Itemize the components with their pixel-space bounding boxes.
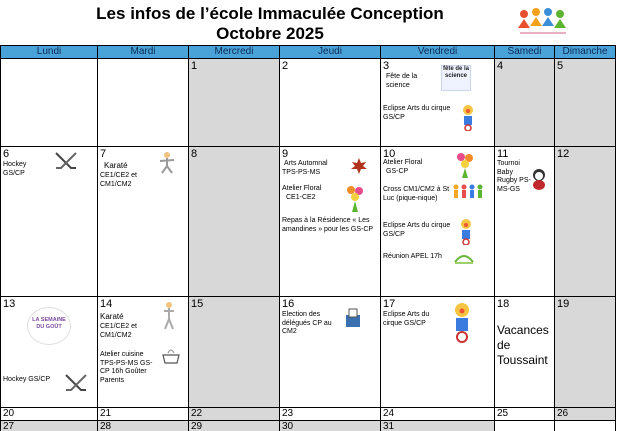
karate-icon <box>158 151 176 175</box>
day-number: 8 <box>191 148 198 160</box>
day-number: 9 <box>282 148 289 160</box>
day-cell-8 <box>189 147 280 297</box>
day-cell-30: 30 <box>280 421 381 431</box>
event-subtext: CE1-CE2 <box>286 194 316 201</box>
day-cell-16 <box>280 297 381 408</box>
title-line-2: Octobre 2025 <box>216 24 324 43</box>
event-text: Election des délégués CP au CM2 <box>282 311 332 335</box>
day-cell-2 <box>280 59 381 147</box>
hockey-sticks-icon <box>63 373 89 393</box>
day-cell-6 <box>1 147 98 297</box>
day-number: 3 <box>383 60 390 72</box>
day-number: 18 <box>497 298 510 310</box>
day-cell-10 <box>381 147 495 297</box>
weekday-tuesday: Mardi <box>98 46 189 59</box>
week-row-4 <box>1 408 616 421</box>
day-cell-17 <box>381 297 495 408</box>
event-text: Eclipse Arts du cirque GS/CP <box>383 105 451 121</box>
day-cell-empty <box>1 59 98 147</box>
day-cell-13 <box>1 297 98 408</box>
day-cell-14 <box>98 297 189 408</box>
flower-bouquet-icon <box>344 183 366 213</box>
calendar-table <box>0 45 616 431</box>
day-number: 19 <box>557 298 570 310</box>
science-badge-icon <box>441 65 471 91</box>
day-cell-22: 22 <box>189 408 280 421</box>
event-text: Repas à la Résidence « Les amandines » pour les GS-CP <box>282 217 374 233</box>
event-text: Atelier Floral <box>383 159 423 166</box>
rugby-mascot-icon <box>529 167 549 191</box>
autumn-leaf-icon <box>350 157 368 175</box>
event-text: Cross CM1/CM2 à St Luc (pique-nique) <box>383 186 450 202</box>
ballot-box-icon <box>344 307 362 329</box>
event-text: Atelier cuisine TPS-PS-MS GS-CP 16h Goûter Parents <box>100 351 153 384</box>
week-row-1 <box>1 59 616 147</box>
clown-icon <box>455 217 477 245</box>
event-subtext: CE1/CE2 et CM1/CM2 <box>100 323 137 339</box>
event-text: Atelier Floral <box>282 185 322 192</box>
semaine-du-gout-text: LA SEMAINE DU GOÛT <box>32 317 66 330</box>
weekday-wednesday: Mercredi <box>189 46 280 59</box>
weekday-friday: Vendredi <box>381 46 495 59</box>
day-number: 12 <box>557 148 570 160</box>
day-cell-12 <box>555 147 616 297</box>
event-text: Hockey GS/CP <box>3 161 27 177</box>
day-cell-1 <box>189 59 280 147</box>
weekday-saturday: Samedi <box>495 46 555 59</box>
day-number: 13 <box>3 298 16 310</box>
day-number: 17 <box>383 298 396 310</box>
event-subtext: TPS-PS-MS <box>282 169 321 176</box>
clown-icon <box>447 301 477 343</box>
week-row-3 <box>1 297 616 408</box>
day-number: 16 <box>282 298 295 310</box>
day-cell-18 <box>495 297 555 408</box>
event-text: Eclipse Arts du cirque GS/CP <box>383 311 430 327</box>
day-number: 14 <box>100 298 113 310</box>
day-number: 15 <box>191 298 204 310</box>
event-text: Arts Automnal <box>284 160 328 167</box>
day-cell-29: 29 <box>189 421 280 431</box>
weekday-header-row <box>1 46 616 59</box>
runners-icon <box>451 184 485 200</box>
flower-bouquet-icon <box>455 151 475 179</box>
page-title <box>0 4 540 44</box>
day-cell-24: 24 <box>381 408 495 421</box>
weekday-thursday: Jeudi <box>280 46 381 59</box>
event-text: Tournoi Baby Rugby PS-MS-GS <box>497 160 531 193</box>
event-subtext: CE1/CE2 et CM1/CM2 <box>100 172 137 188</box>
day-cell-3 <box>381 59 495 147</box>
event-text: Karaté <box>100 312 124 321</box>
day-cell-21: 21 <box>98 408 189 421</box>
day-cell-9 <box>280 147 381 297</box>
day-cell-31: 31 <box>381 421 495 431</box>
school-logo-icon <box>514 6 576 44</box>
karate-icon <box>160 301 178 331</box>
event-text: Eclipse Arts du cirque GS/CP <box>383 222 451 238</box>
apel-logo-icon <box>453 250 475 266</box>
science-badge-text: fête de la science <box>442 66 469 79</box>
day-cell-7 <box>98 147 189 297</box>
day-number: 1 <box>191 60 198 72</box>
semaine-du-gout-logo-icon <box>27 307 71 345</box>
week-row-2 <box>1 147 616 297</box>
day-cell-15 <box>189 297 280 408</box>
clown-icon <box>457 103 479 131</box>
day-cell-11 <box>495 147 555 297</box>
day-cell-27: 27 <box>1 421 98 431</box>
day-cell-empty <box>555 421 616 431</box>
day-number: 10 <box>383 148 396 160</box>
day-number: 4 <box>497 60 504 72</box>
day-number: 6 <box>3 148 10 160</box>
event-text: Réunion APEL 17h <box>383 253 442 260</box>
title-line-1: Les infos de l’école Immaculée Conception <box>96 4 444 23</box>
event-subtext: GS-CP <box>386 168 409 175</box>
day-cell-28: 28 <box>98 421 189 431</box>
week-row-5 <box>1 421 616 431</box>
day-cell-empty <box>495 421 555 431</box>
day-cell-23: 23 <box>280 408 381 421</box>
event-text: Vacances de Toussaint <box>497 323 549 367</box>
day-number: 5 <box>557 60 564 72</box>
day-number: 11 <box>497 148 509 160</box>
day-number: 7 <box>100 148 107 160</box>
day-cell-19 <box>555 297 616 408</box>
day-cell-20: 20 <box>1 408 98 421</box>
day-cell-25: 25 <box>495 408 555 421</box>
cooking-pot-icon <box>160 347 182 365</box>
day-cell-5 <box>555 59 616 147</box>
weekday-monday: Lundi <box>1 46 98 59</box>
day-number: 2 <box>282 60 289 72</box>
weekday-sunday: Dimanche <box>555 46 616 59</box>
event-text: Karaté <box>104 161 128 170</box>
day-cell-4 <box>495 59 555 147</box>
event-text: Hockey GS/CP <box>3 376 51 383</box>
event-text: Fête de la science <box>386 73 418 89</box>
day-cell-empty <box>98 59 189 147</box>
hockey-sticks-icon <box>53 151 79 171</box>
day-cell-26: 26 <box>555 408 616 421</box>
